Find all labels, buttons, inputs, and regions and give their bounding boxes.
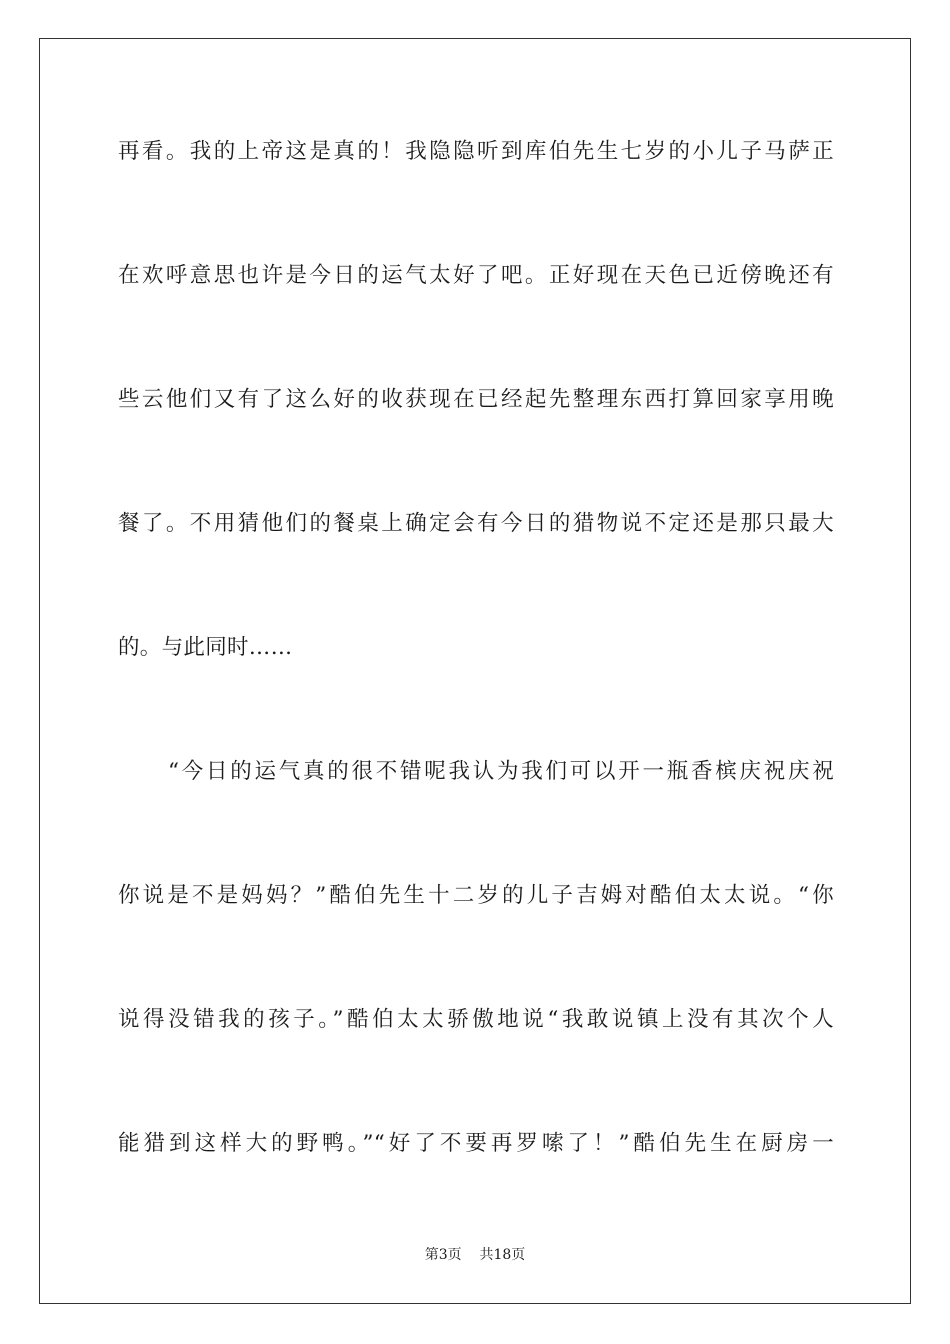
text-line-7: 你说是不是妈妈？”酷伯先生十二岁的儿子吉姆对酷伯太太说。“你 [118,883,834,908]
text-line-5: 的。与此同时…… [118,635,293,660]
text-line-6: “今日的运气真的很不错呢我认为我们可以开一瓶香槟庆祝庆祝 [168,759,834,784]
text-line-2: 在欢呼意思也许是今日的运气太好了吧。正好现在天色已近傍晚还有 [118,263,834,288]
page-total: 共18页 [479,1247,526,1263]
page-border [39,38,911,1304]
text-line-3: 些云他们又有了这么好的收获现在已经起先整理东西打算回家享用晚 [118,387,834,412]
text-line-8: 说得没错我的孩子。”酷伯太太骄傲地说“我敢说镇上没有其次个人 [118,1007,834,1032]
page-footer [0,1246,950,1264]
page-number: 第3页 [424,1247,462,1263]
text-line-1: 再看。我的上帝这是真的！我隐隐听到库伯先生七岁的小儿子马萨正 [118,139,834,164]
text-line-9: 能猎到这样大的野鸭。”“好了不要再罗嗦了！”酷伯先生在厨房一 [118,1131,834,1156]
text-line-4: 餐了。不用猜他们的餐桌上确定会有今日的猎物说不定还是那只最大 [118,511,834,536]
